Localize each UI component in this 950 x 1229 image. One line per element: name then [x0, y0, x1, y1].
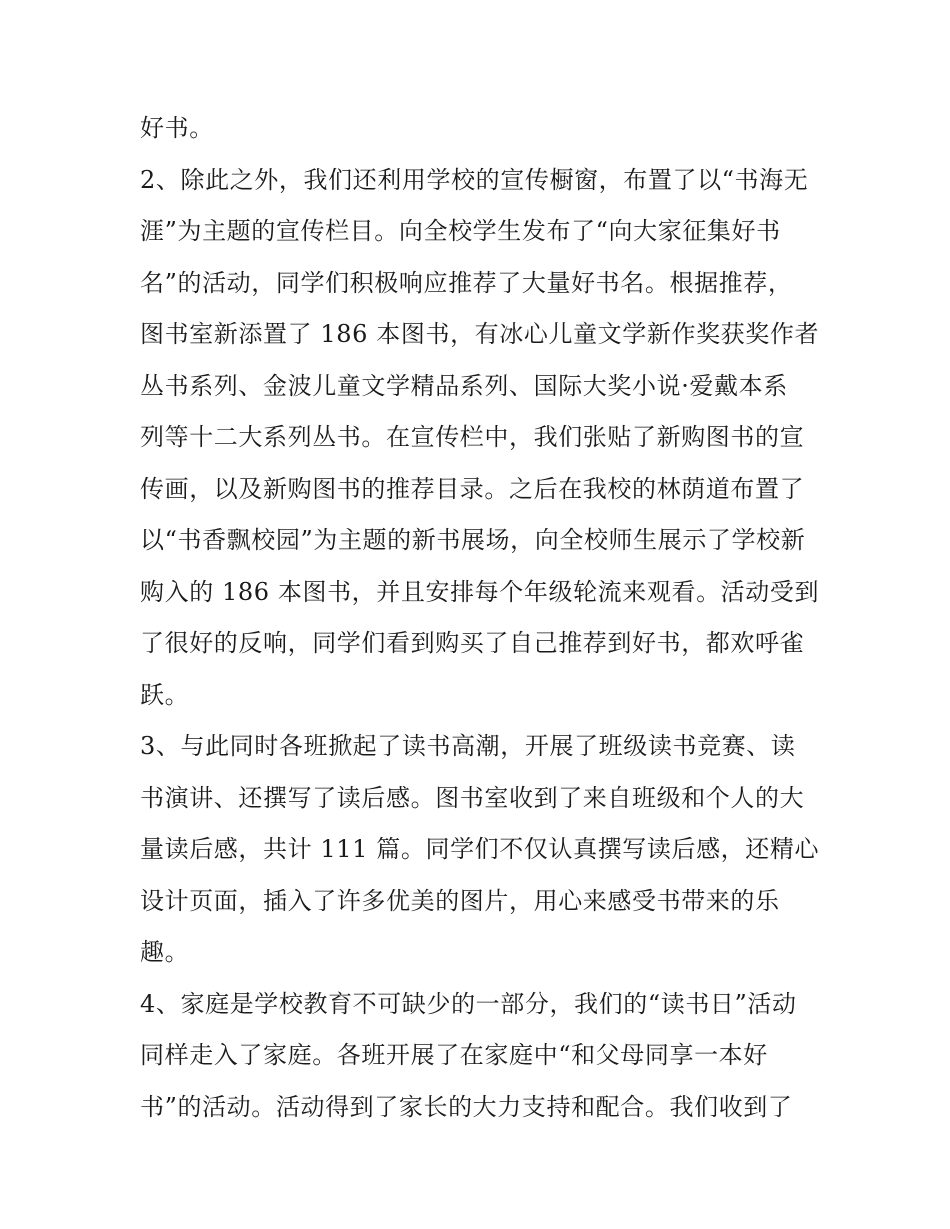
text-line: 趣。	[140, 938, 190, 966]
text-line: 了很好的反响，同学们看到购买了自己推荐到好书，都欢呼雀	[140, 629, 805, 657]
text-line: 列等十二大系列丛书。在宣传栏中，我们张贴了新购图书的宣	[140, 423, 805, 451]
text-line: 同样走入了家庭。各班开展了在家庭中“和父母同享一本好	[140, 1041, 768, 1069]
text-line: 书演讲、还撰写了读后感。图书室收到了来自班级和个人的大	[140, 784, 805, 812]
text-line: 书”的活动。活动得到了家长的大力支持和配合。我们收到了	[140, 1093, 793, 1121]
text-line: 涯”为主题的宣传栏目。向全校学生发布了“向大家征集好书	[140, 217, 781, 245]
text-line: 设计页面，插入了许多优美的图片，用心来感受书带来的乐	[140, 887, 780, 915]
text-line: 跃。	[140, 681, 190, 709]
text-line: 2、除此之外，我们还利用学校的宣传橱窗，布置了以“书海无	[140, 166, 809, 194]
text-line: 以“书香飘校园”为主题的新书展场，向全校师生展示了学校新	[140, 526, 806, 554]
text-line: 传画，以及新购图书的推荐目录。之后在我校的林荫道布置了	[140, 475, 805, 503]
text-line: 丛书系列、金波儿童文学精品系列、国际大奖小说·爱戴本系	[140, 372, 788, 400]
text-line: 4、家庭是学校教育不可缺少的一部分，我们的“读书日”活动	[140, 990, 797, 1018]
text-line: 好书。	[140, 114, 214, 142]
text-line: 购入的 186 本图书，并且安排每个年级轮流来观看。活动受到	[140, 578, 820, 606]
text-line: 3、与此同时各班掀起了读书高潮，开展了班级读书竞赛、读	[140, 732, 796, 760]
text-line: 名”的活动，同学们积极响应推荐了大量好书名。根据推荐，	[140, 269, 793, 297]
text-line: 量读后感，共计 111 篇。同学们不仅认真撰写读后感，还精心	[140, 835, 820, 863]
text-line: 图书室新添置了 186 本图书，有冰心儿童文学新作奖获奖作者	[140, 320, 820, 348]
